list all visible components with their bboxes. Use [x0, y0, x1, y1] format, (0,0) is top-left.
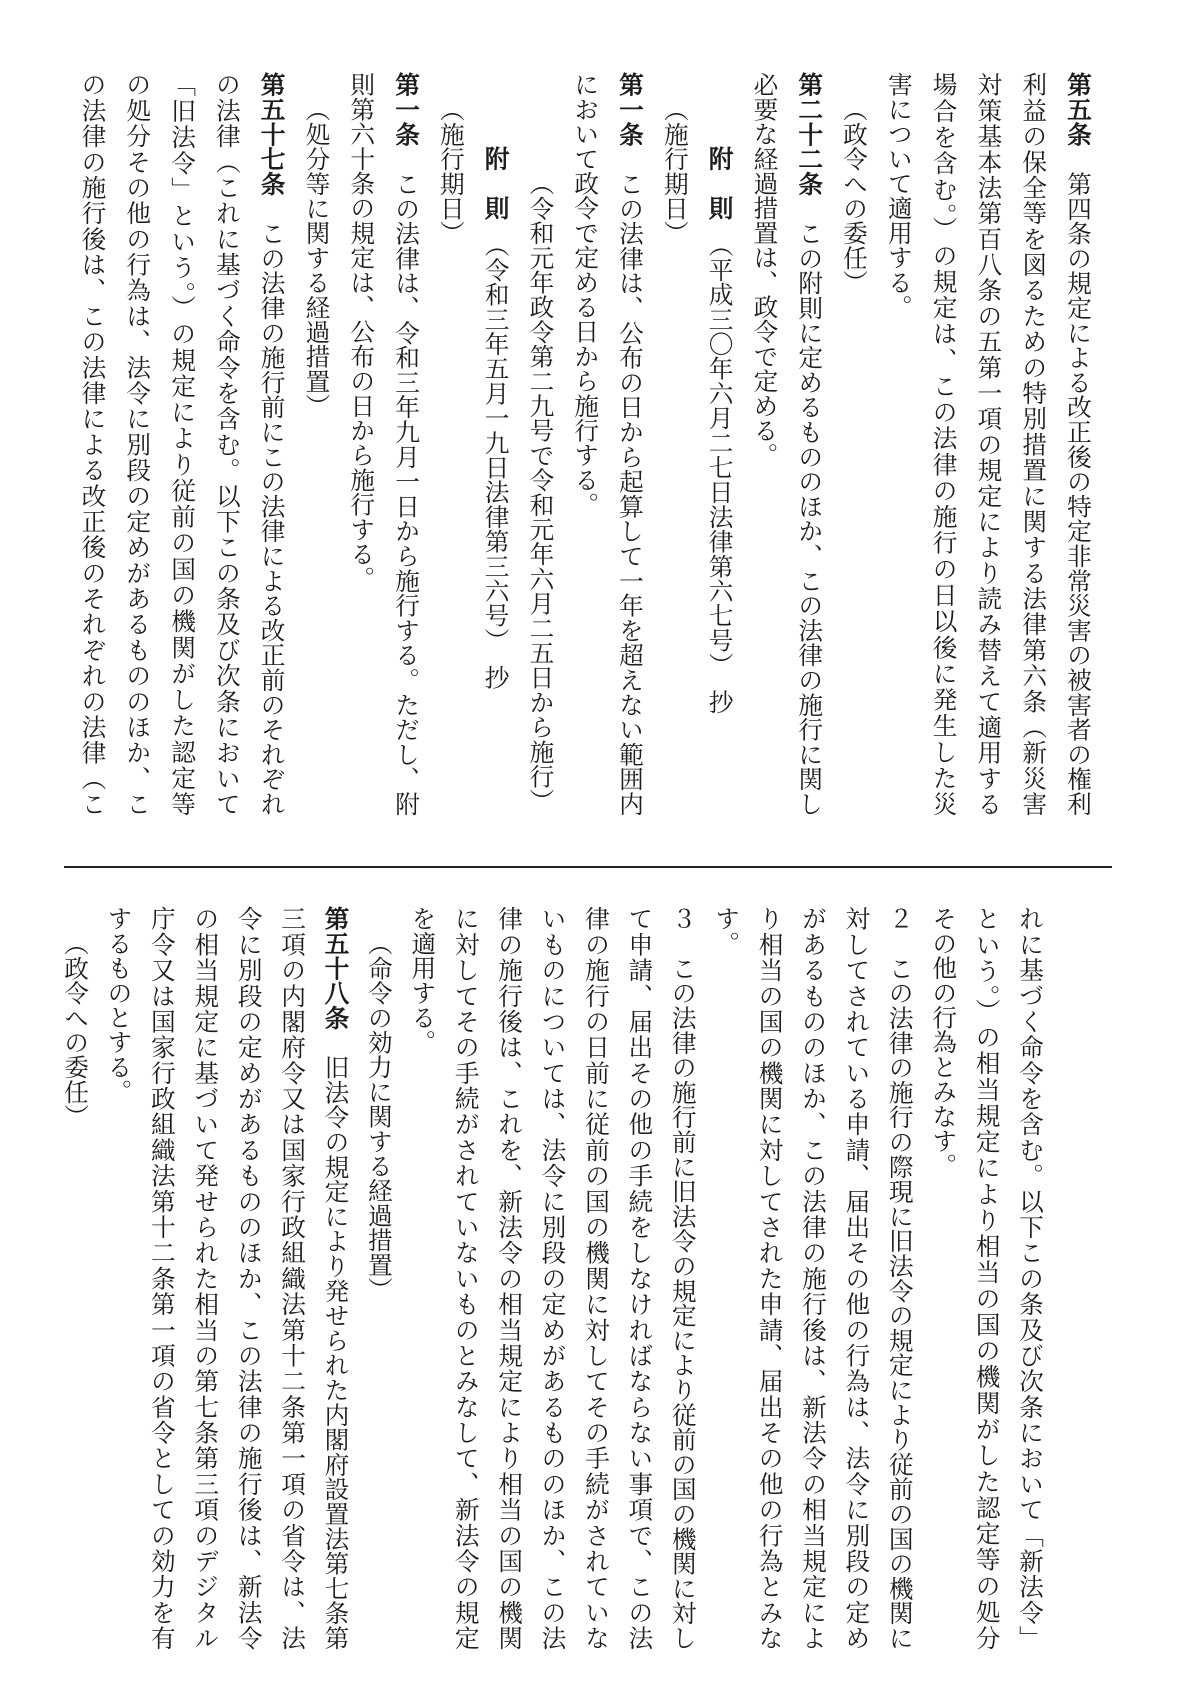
- line-text: の法律（これに基づく命令を含む。以下この条及び次条において: [212, 72, 242, 816]
- text-line: [531, 906, 574, 1650]
- text-line: [786, 72, 831, 816]
- text-line: [965, 906, 1008, 1650]
- text-line: [314, 906, 357, 1650]
- text-line: [922, 906, 965, 1650]
- enforcement-note: [518, 72, 563, 816]
- line-text: 則第六十条の規定は、公布の日から施行する。: [347, 72, 377, 591]
- line-text: （処分等に関する経過措置）: [302, 96, 332, 418]
- line-text: この法律は、公布の日から起算して一年を超えない範囲内: [616, 146, 646, 816]
- article-number: 第五条: [1064, 72, 1093, 147]
- text-line: [876, 72, 921, 816]
- text-line: [70, 72, 115, 816]
- text-line: [705, 906, 748, 1650]
- text-line: [562, 72, 607, 816]
- upper-tier: [70, 72, 1100, 816]
- lower-tier: [54, 906, 1052, 1650]
- article-number: 第二十二条: [795, 72, 825, 197]
- text-line: [184, 906, 227, 1650]
- line-text: 「旧法令」という。）の規定により従前の国の機関がした認定等: [168, 72, 198, 816]
- line-text: り相当の国の機関に対してされた申請、届出その他の行為とみな: [755, 906, 785, 1650]
- line-text: を適用する。: [408, 906, 438, 1055]
- text-line: [271, 906, 314, 1650]
- line-text: 令に別段の定めがあるもののほか、この法律の施行後は、新法令: [234, 906, 264, 1650]
- text-line: [383, 72, 428, 816]
- line-text: この法律は、令和三年九月一日から施行する。ただし、附: [392, 146, 422, 816]
- supplementary-provisions-heading: 附 則: [481, 146, 511, 221]
- line-text: 対してされている申請、届出その他の行為は、法令に別段の定め: [842, 906, 872, 1650]
- text-line: [227, 906, 270, 1650]
- supplementary-provisions-title: [473, 72, 518, 816]
- line-text: 第四条の規定による改正後の特定非常災害の被害者の権利: [1064, 146, 1093, 816]
- text-line: [488, 906, 531, 1650]
- supplementary-provisions-heading: 附 則: [705, 146, 735, 221]
- line-text: ３ この法律の施行前に旧法令の規定により従前の国の機関に対し: [668, 906, 698, 1650]
- text-line: [835, 906, 878, 1650]
- line-text: の法律の施行後は、この法律による改正後のそれぞれの法律（こ: [78, 72, 108, 816]
- text-line: [159, 72, 204, 816]
- line-text: するものとする。: [104, 906, 134, 1104]
- text-line: [792, 906, 835, 1650]
- line-text: 三項の内閣府令又は国家行政組織法第十二条第一項の省令は、法: [278, 906, 308, 1650]
- article-number: 第五十八条: [321, 906, 351, 1031]
- article-caption: [428, 72, 473, 816]
- article-caption: [54, 906, 97, 1650]
- line-text: という。）の相当規定により相当の国の機関がした認定等の処分: [972, 906, 1002, 1650]
- line-text: この附則に定めるもののほか、この法律の施行に関し: [795, 196, 825, 817]
- line-text: 必要な経過措置は、政令で定める。: [750, 72, 780, 468]
- text-line: [1009, 906, 1052, 1650]
- article-caption: [831, 72, 876, 816]
- article-caption: [294, 72, 339, 816]
- line-text: その他の行為とみなす。: [929, 906, 959, 1178]
- article-number: 第五十七条: [257, 72, 287, 197]
- line-text: す。: [712, 906, 742, 956]
- text-line: [1055, 72, 1100, 816]
- line-text: 対策基本法第百八条の五第一項の規定により読み替えて適用する: [974, 72, 1004, 816]
- line-text: （平成三〇年六月二七日法律第六七号） 抄: [705, 220, 735, 715]
- line-text: 害について適用する。: [884, 72, 914, 319]
- line-text: て申請、届出その他の手続をしなければならない事項で、この法: [625, 906, 655, 1650]
- line-text: （施行期日）: [660, 96, 690, 245]
- supplementary-provisions-title: [697, 72, 742, 816]
- article-number: 第一条: [392, 72, 422, 147]
- article-number: 第一条: [616, 72, 646, 147]
- text-line: [114, 72, 159, 816]
- text-line: [742, 72, 787, 816]
- line-text: れに基づく命令を含む。以下この条及び次条において「新法令」: [1016, 906, 1045, 1650]
- article-caption: [358, 906, 401, 1650]
- line-text: 律の施行後は、これを、新法令の相当規定により相当の国の機関: [495, 906, 525, 1650]
- text-line: [401, 906, 444, 1650]
- article-caption: [652, 72, 697, 816]
- line-text: 旧法令の規定により発せられた内閣府設置法第七条第: [321, 1030, 351, 1651]
- line-text: （施行期日）: [436, 96, 466, 245]
- line-text: 律の施行の日前に従前の国の機関に対してその手続がされていな: [581, 906, 611, 1650]
- text-line: [444, 906, 487, 1650]
- text-line: [97, 906, 140, 1650]
- line-text: の相当規定に基づいて発せられた相当の第七条第三項のデジタル: [191, 906, 221, 1650]
- text-line: [575, 906, 618, 1650]
- text-line: [618, 906, 661, 1650]
- line-text: の処分その他の行為は、法令に別段の定めがあるもののほか、こ: [123, 72, 153, 816]
- text-line: [1010, 72, 1055, 816]
- line-text: に対してその手続がされていないものとみなして、新法令の規定: [451, 906, 481, 1650]
- text-line: [204, 72, 249, 816]
- line-text: （命令の効力に関する経過措置）: [364, 930, 394, 1302]
- text-line: [249, 72, 294, 816]
- line-text: （政令への委任）: [61, 930, 91, 1129]
- line-text: いものについては、法令に別段の定めがあるもののほか、この法: [538, 906, 568, 1650]
- line-text: （政令への委任）: [840, 96, 870, 295]
- text-line: [748, 906, 791, 1650]
- line-text: において政令で定める日から施行する。: [571, 72, 601, 517]
- line-text: 利益の保全等を図るための特別措置に関する法律第六条（新災害: [1019, 72, 1049, 816]
- line-text: この法律の施行前にこの法律による改正前のそれぞれ: [257, 196, 287, 817]
- text-line: [607, 72, 652, 816]
- line-text: 場合を含む。）の規定は、この法律の施行の日以後に発生した災: [929, 72, 959, 816]
- line-text: （令和元年政令第二九号で令和元年六月二五日から施行）: [526, 170, 556, 813]
- paragraph-line: [661, 906, 704, 1650]
- text-line: [921, 72, 966, 816]
- text-line: [140, 906, 183, 1650]
- text-line: [966, 72, 1011, 816]
- tier-separator: [64, 866, 1112, 868]
- line-text: ２ この法律の施行の際現に旧法令の規定により従前の国の機関に: [885, 906, 915, 1650]
- line-text: があるもののほか、この法律の施行後は、新法令の相当規定によ: [798, 906, 828, 1650]
- line-text: 庁令又は国家行政組織法第十二条第一項の省令としての効力を有: [147, 906, 177, 1650]
- paragraph-line: [878, 906, 921, 1650]
- text-line: [338, 72, 383, 816]
- line-text: （令和三年五月一九日法律第三六号） 抄: [481, 220, 511, 690]
